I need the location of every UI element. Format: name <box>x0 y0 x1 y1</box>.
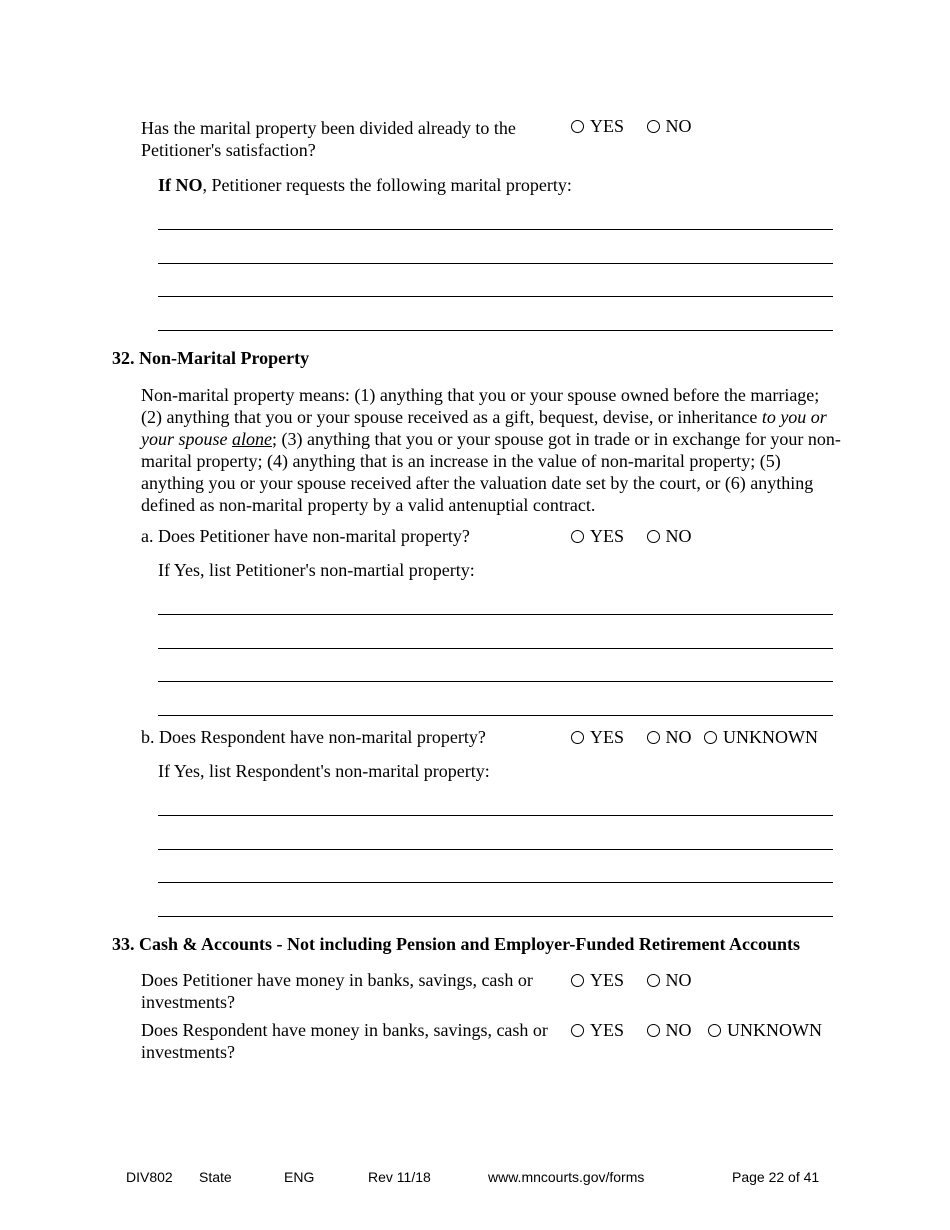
footer-language: ENG <box>284 1169 315 1185</box>
petitioner-nonmarital-line-1[interactable] <box>158 614 833 615</box>
radio-circle-icon[interactable] <box>647 1024 660 1037</box>
radio-circle-icon[interactable] <box>571 530 584 543</box>
petitioner-nonmarital-options <box>571 525 692 547</box>
petitioner-cash-no[interactable]: NO <box>647 969 692 991</box>
petitioner-cash-yes[interactable]: YES <box>571 969 624 991</box>
non-marital-definition: Non-marital property means: (1) anything that you or your spouse owned before the marriage; (2) anything that you or your spouse received as a gift, bequest, devise, or inheritance to you or your spouse alone; (3) anything that you or your spouse got in trade or in exchange for your non-marital property; (4) anything that is an increase in the value of non-marital property; (5) anything you or your spouse received after the valuation date set by the court, or (6) anything defined as non-marital property by a valid antenuptial contract. <box>141 385 841 515</box>
section-32-heading: 32. Non-Marital Property <box>112 348 310 368</box>
marital-property-line-4[interactable] <box>158 330 833 331</box>
respondent-nonmarital-unknown[interactable]: UNKNOWN <box>704 726 818 748</box>
petitioner-cash-question: Does Petitioner have money in banks, savings, cash or investments? <box>141 970 533 1012</box>
petitioner-cash-options <box>571 969 692 991</box>
radio-circle-icon[interactable] <box>704 731 717 744</box>
radio-circle-icon[interactable] <box>571 120 584 133</box>
footer-url[interactable]: www.mncourts.gov/forms <box>488 1169 645 1185</box>
marital-property-line-2[interactable] <box>158 263 833 264</box>
footer-revision: Rev 11/18 <box>368 1169 431 1185</box>
respondent-cash-no[interactable]: NO <box>647 1019 692 1041</box>
section-33-heading: 33. Cash & Accounts - Not including Pension and Employer-Funded Retirement Accounts <box>112 934 801 954</box>
respondent-nonmarital-question: b. Does Respondent have non-marital property? <box>141 727 486 747</box>
petitioner-nonmarital-question: a. Does Petitioner have non-marital property? <box>141 526 470 546</box>
marital-divided-question: Has the marital property been divided already to the Petitioner's satisfaction? <box>141 118 516 160</box>
respondent-nonmarital-yes[interactable]: YES <box>571 726 624 748</box>
petitioner-nonmarital-no[interactable]: NO <box>647 525 692 547</box>
respondent-cash-yes[interactable]: YES <box>571 1019 624 1041</box>
respondent-nonmarital-line-4[interactable] <box>158 916 833 917</box>
footer-scope: State <box>199 1169 232 1185</box>
marital-property-line-1[interactable] <box>158 229 833 230</box>
radio-circle-icon[interactable] <box>647 731 660 744</box>
radio-circle-icon[interactable] <box>571 1024 584 1037</box>
respondent-nonmarital-line-1[interactable] <box>158 815 833 816</box>
marital-divided-yes[interactable]: YES <box>571 115 624 137</box>
petitioner-nonmarital-line-3[interactable] <box>158 681 833 682</box>
respondent-nonmarital-options <box>571 726 818 748</box>
petitioner-nonmarital-yes[interactable]: YES <box>571 525 624 547</box>
respondent-nonmarital-line-3[interactable] <box>158 882 833 883</box>
radio-circle-icon[interactable] <box>571 731 584 744</box>
if-no-instruction: If NO, Petitioner requests the following marital property: <box>158 175 572 195</box>
marital-property-line-3[interactable] <box>158 296 833 297</box>
respondent-nonmarital-no[interactable]: NO <box>647 726 692 748</box>
radio-circle-icon[interactable] <box>647 530 660 543</box>
radio-circle-icon[interactable] <box>708 1024 721 1037</box>
radio-circle-icon[interactable] <box>647 974 660 987</box>
petitioner-list-label: If Yes, list Petitioner's non-martial property: <box>158 560 475 580</box>
radio-circle-icon[interactable] <box>647 120 660 133</box>
petitioner-nonmarital-line-4[interactable] <box>158 715 833 716</box>
footer-form-number: DIV802 <box>126 1169 173 1185</box>
marital-divided-options <box>571 115 692 137</box>
respondent-nonmarital-line-2[interactable] <box>158 849 833 850</box>
radio-circle-icon[interactable] <box>571 974 584 987</box>
respondent-list-label: If Yes, list Respondent's non-marital property: <box>158 761 490 781</box>
respondent-cash-unknown[interactable]: UNKNOWN <box>708 1019 822 1041</box>
petitioner-nonmarital-line-2[interactable] <box>158 648 833 649</box>
marital-divided-no[interactable]: NO <box>647 115 692 137</box>
respondent-cash-options <box>571 1019 822 1041</box>
respondent-cash-question: Does Respondent have money in banks, savings, cash or investments? <box>141 1020 548 1062</box>
footer-page-number: Page 22 of 41 <box>732 1169 820 1185</box>
